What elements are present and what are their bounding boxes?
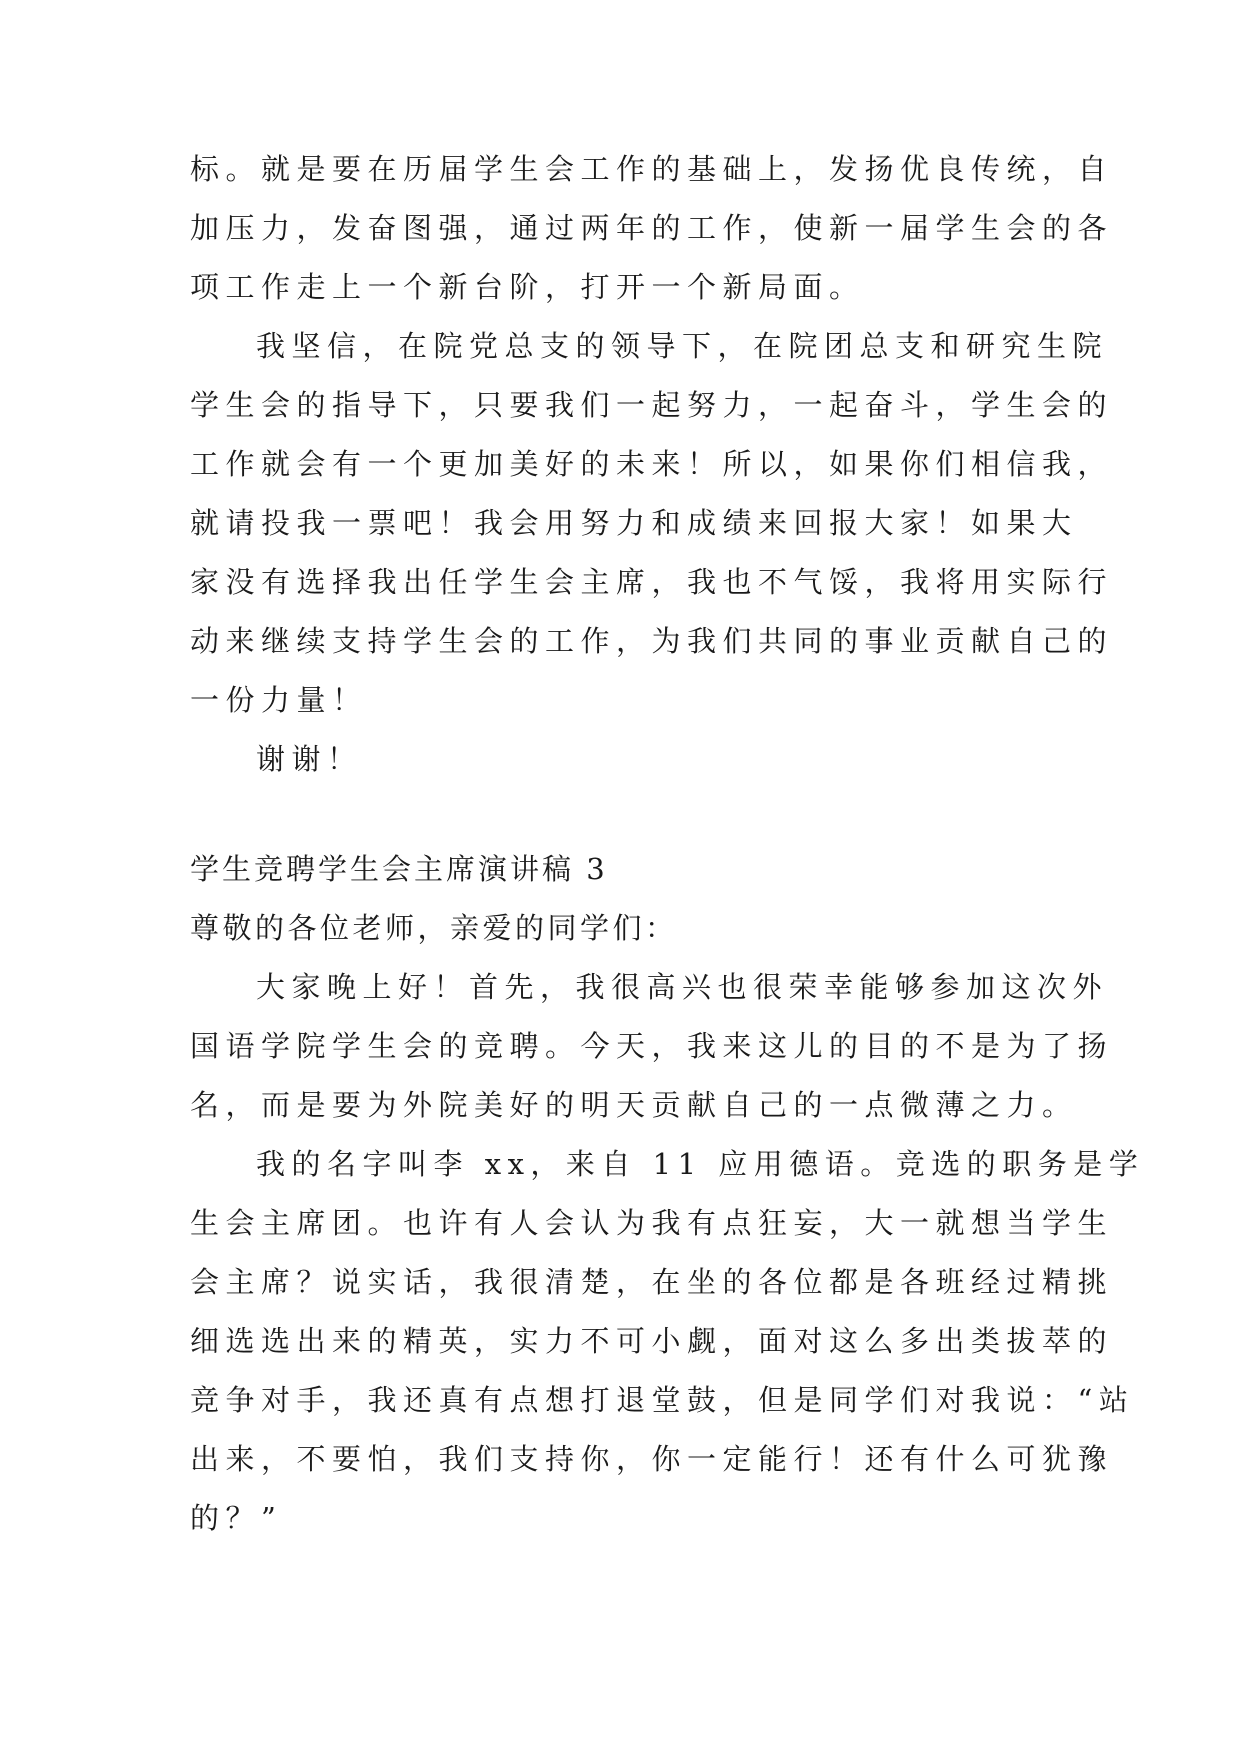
section-1-paragraph-1 — [190, 140, 1114, 317]
text-line: 名，而是要为外院美好的明天贡献自己的一点微薄之力。 — [190, 1088, 1078, 1122]
salutation: 尊敬的各位老师，亲爱的同学们： — [190, 911, 678, 945]
text-line: 大家晚上好！首先，我很高兴也很荣幸能够参加这次外 — [256, 970, 1109, 1004]
text-line: 生会主席团。也许有人会认为我有点狂妄，大一就想当学生 — [190, 1206, 1114, 1240]
text-line: 学生会的指导下，只要我们一起努力，一起奋斗，学生会的 — [190, 388, 1114, 422]
text-line: 国语学院学生会的竞聘。今天，我来这儿的目的不是为了扬 — [190, 1029, 1114, 1063]
section-2 — [190, 840, 1145, 1548]
section-1-paragraph-2 — [190, 317, 1114, 730]
text-line: 就请投我一票吧！我会用努力和成绩来回报大家！如果大 — [190, 506, 1078, 540]
text-line: 加压力，发奋图强，通过两年的工作，使新一届学生会的各 — [190, 211, 1114, 245]
text-line: 工作就会有一个更加美好的未来！所以，如果你们相信我， — [190, 447, 1114, 481]
text-line: 标。就是要在历届学生会工作的基础上，发扬优良传统，自 — [190, 152, 1114, 186]
section-1 — [190, 140, 1114, 789]
text-line: 项工作走上一个新台阶，打开一个新局面。 — [190, 270, 865, 304]
text-line: 一份力量！ — [190, 683, 368, 717]
text-line: 家没有选择我出任学生会主席，我也不气馁，我将用实际行 — [190, 565, 1114, 599]
text-line: 我的名字叫李 xx，来自 11 应用德语。竞选的职务是学 — [256, 1147, 1145, 1181]
text-line: 会主席？说实话，我很清楚，在坐的各位都是各班经过精挑 — [190, 1265, 1114, 1299]
section-2-title: 学生竞聘学生会主席演讲稿 3 — [190, 852, 608, 886]
section-2-paragraph-2 — [190, 1135, 1145, 1548]
text-line: 出来，不要怕，我们支持你，你一定能行！还有什么可犹豫 — [190, 1442, 1114, 1476]
text-line: 的？” — [190, 1501, 283, 1535]
text-line: 竞争对手，我还真有点想打退堂鼓，但是同学们对我说：“站 — [190, 1383, 1135, 1417]
text-line: 我坚信，在院党总支的领导下，在院团总支和研究生院 — [256, 329, 1109, 363]
text-line: 动来继续支持学生会的工作，为我们共同的事业贡献自己的 — [190, 624, 1114, 658]
section-2-paragraph-1 — [190, 958, 1114, 1135]
text-line: 细选选出来的精英，实力不可小觑，面对这么多出类拔萃的 — [190, 1324, 1114, 1358]
thanks-line: 谢谢！ — [256, 742, 363, 776]
